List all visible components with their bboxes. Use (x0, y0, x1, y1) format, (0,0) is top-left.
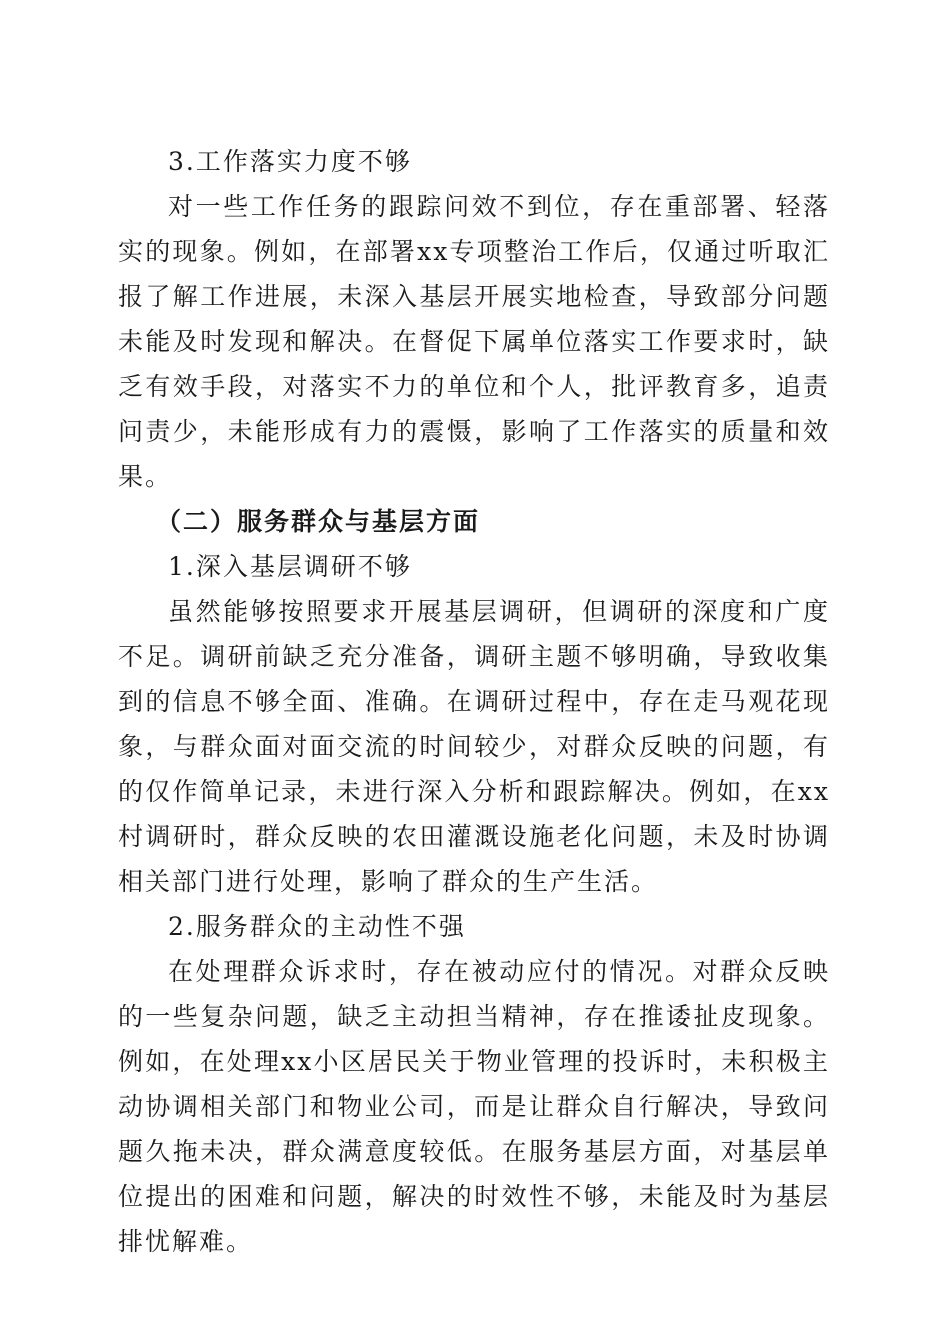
section-heading-serving-masses: （二）服务群众与基层方面 (156, 507, 481, 536)
paragraph-service-initiative: 在处理群众诉求时，存在被动应付的情况。对群众反映的一些复杂问题，缺乏主动担当精神，存在推诿扯皮现象。例如，在处理xx小区居民关于物业管理的投诉时，未积极主动协调相关部门和物业公司，而是让群众自行解决，导致问题久拖未决，群众满意度较低。在服务基层方面，对基层单位提出的困难和问题，解决的时效性不够，未能及时为基层排忧解难。 (118, 957, 830, 1256)
subheading-service-initiative: 2.服务群众的主动性不强 (168, 912, 466, 941)
subheading-work-implementation: 3.工作落实力度不够 (168, 147, 412, 176)
paragraph-grassroots-research: 虽然能够按照要求开展基层调研，但调研的深度和广度不足。调研前缺乏充分准备，调研主题不够明确，导致收集到的信息不够全面、准确。在调研过程中，存在走马观花现象，与群众面对面交流的时间较少，对群众反映的问题，有的仅作简单记录，未进行深入分析和跟踪解决。例如，在xx村调研时，群众反映的农田灌溉设施老化问题，未及时协调相关部门进行处理，影响了群众的生产生活。 (118, 597, 830, 896)
document-body (118, 139, 830, 1264)
subheading-grassroots-research: 1.深入基层调研不够 (168, 552, 412, 581)
paragraph-work-implementation: 对一些工作任务的跟踪问效不到位，存在重部署、轻落实的现象。例如，在部署xx专项整治工作后，仅通过听取汇报了解工作进展，未深入基层开展实地检查，导致部分问题未能及时发现和解决。在督促下属单位落实工作要求时，缺乏有效手段，对落实不力的单位和个人，批评教育多，追责问责少，未能形成有力的震慑，影响了工作落实的质量和效果。 (118, 192, 830, 491)
